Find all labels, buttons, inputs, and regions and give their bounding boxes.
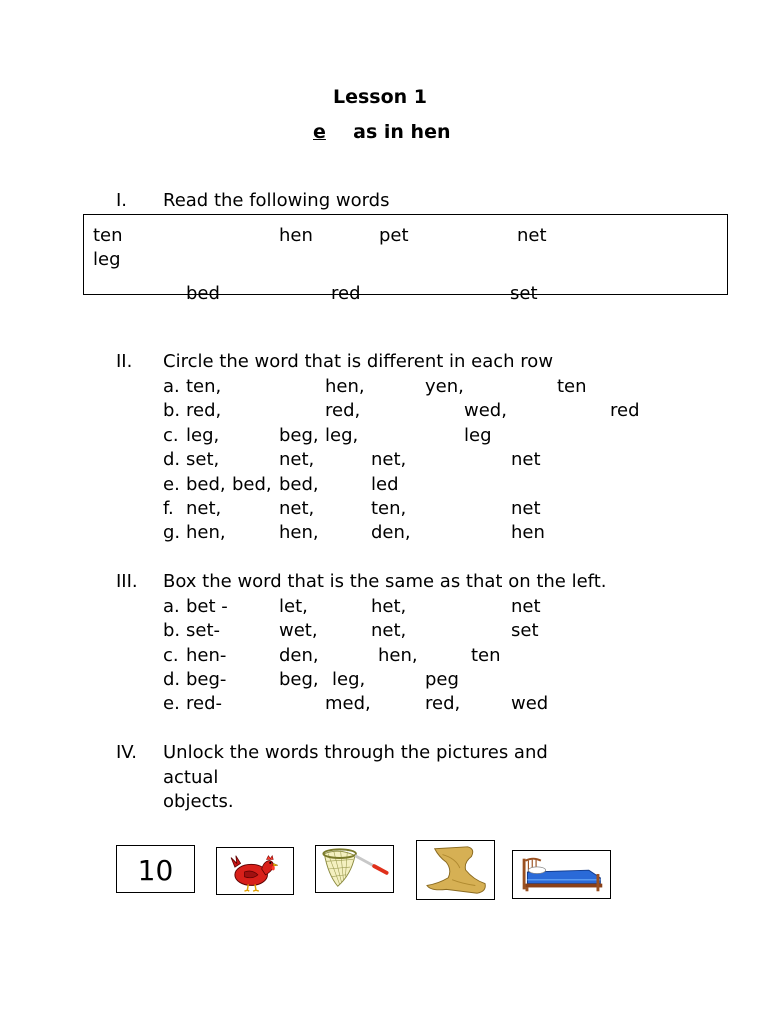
word-box-word: red [331,283,361,304]
number-card-text: 10 [137,854,174,887]
lesson-title: Lesson 1 [333,86,428,108]
row-letter: a. [163,376,180,397]
bed-icon [513,851,610,898]
row-letter: e. [163,693,180,714]
hen-icon [217,848,293,894]
number-card [116,845,195,893]
row-word: hen, [325,376,365,397]
row-word: bed, [232,474,272,495]
section1-numeral: I. [116,190,128,211]
word-box-word: set [510,283,538,304]
leg-picture [416,840,495,900]
word-box-word: net [517,225,547,246]
row-word: hen, [378,645,418,666]
row-word: wet, [279,620,318,641]
subtitle-rest: as in hen [353,121,451,143]
row-word: beg, [279,425,319,446]
section4-line: Unlock the words through the pictures and [163,742,548,763]
row-letter: e. [163,474,180,495]
row-word: hen, [279,522,319,543]
subtitle-letter: e [313,121,326,143]
row-letter: b. [163,620,181,641]
row-word: net, [279,498,315,519]
word-box-word: bed [186,283,220,304]
row-word: leg, [332,669,366,690]
row-word: beg- [186,669,227,690]
row-word: leg [464,425,492,446]
row-word: bed, [186,474,226,495]
section3-numeral: III. [116,571,138,592]
section3-instruction: Box the word that is the same as that on the left. [163,571,607,592]
row-word: den, [279,645,319,666]
row-word: led [371,474,399,495]
row-word: peg [425,669,459,690]
row-word: bed, [279,474,319,495]
section4-line: actual [163,767,219,788]
row-word: red, [325,400,361,421]
row-word: leg, [186,425,220,446]
row-word: hen, [186,522,226,543]
row-word: het, [371,596,407,617]
row-word: ten [471,645,501,666]
row-word: leg, [325,425,359,446]
row-word: hen [511,522,545,543]
row-word: den, [371,522,411,543]
section1-instruction: Read the following words [163,190,390,211]
row-word: set- [186,620,221,641]
section2-numeral: II. [116,351,133,372]
row-word: beg, [279,669,319,690]
row-word: set, [186,449,220,470]
row-word: red [610,400,640,421]
row-word: wed, [464,400,507,421]
row-word: wed [511,693,549,714]
row-letter: b. [163,400,181,421]
row-word: yen, [425,376,464,397]
row-word: bet - [186,596,228,617]
row-word: net, [371,449,407,470]
row-word: red, [425,693,461,714]
net-icon [316,846,393,892]
row-word: net, [371,620,407,641]
row-word: ten, [371,498,407,519]
section4-line: objects. [163,791,234,812]
row-word: ten [557,376,587,397]
hen-picture [216,847,294,895]
row-word: let, [279,596,308,617]
section2-instruction: Circle the word that is different in each row [163,351,554,372]
row-word: net, [279,449,315,470]
row-word: hen- [186,645,227,666]
leg-icon [417,841,494,899]
row-word: red- [186,693,222,714]
row-word: net [511,449,541,470]
word-box-word: pet [379,225,409,246]
row-letter: c. [163,645,179,666]
row-letter: d. [163,449,181,470]
row-word: net [511,596,541,617]
word-box-word: hen [279,225,313,246]
row-letter: g. [163,522,181,543]
row-word: med, [325,693,371,714]
section4-numeral: IV. [116,742,138,763]
row-letter: c. [163,425,179,446]
word-box-word: leg [93,249,121,270]
row-word: net, [186,498,222,519]
row-word: red, [186,400,222,421]
row-letter: f. [163,498,174,519]
lesson-subtitle [313,121,450,143]
row-letter: a. [163,596,180,617]
row-word: ten, [186,376,222,397]
row-letter: d. [163,669,181,690]
bed-picture [512,850,611,899]
row-word: net [511,498,541,519]
net-picture [315,845,394,893]
word-box-word: ten [93,225,123,246]
row-word: set [511,620,539,641]
